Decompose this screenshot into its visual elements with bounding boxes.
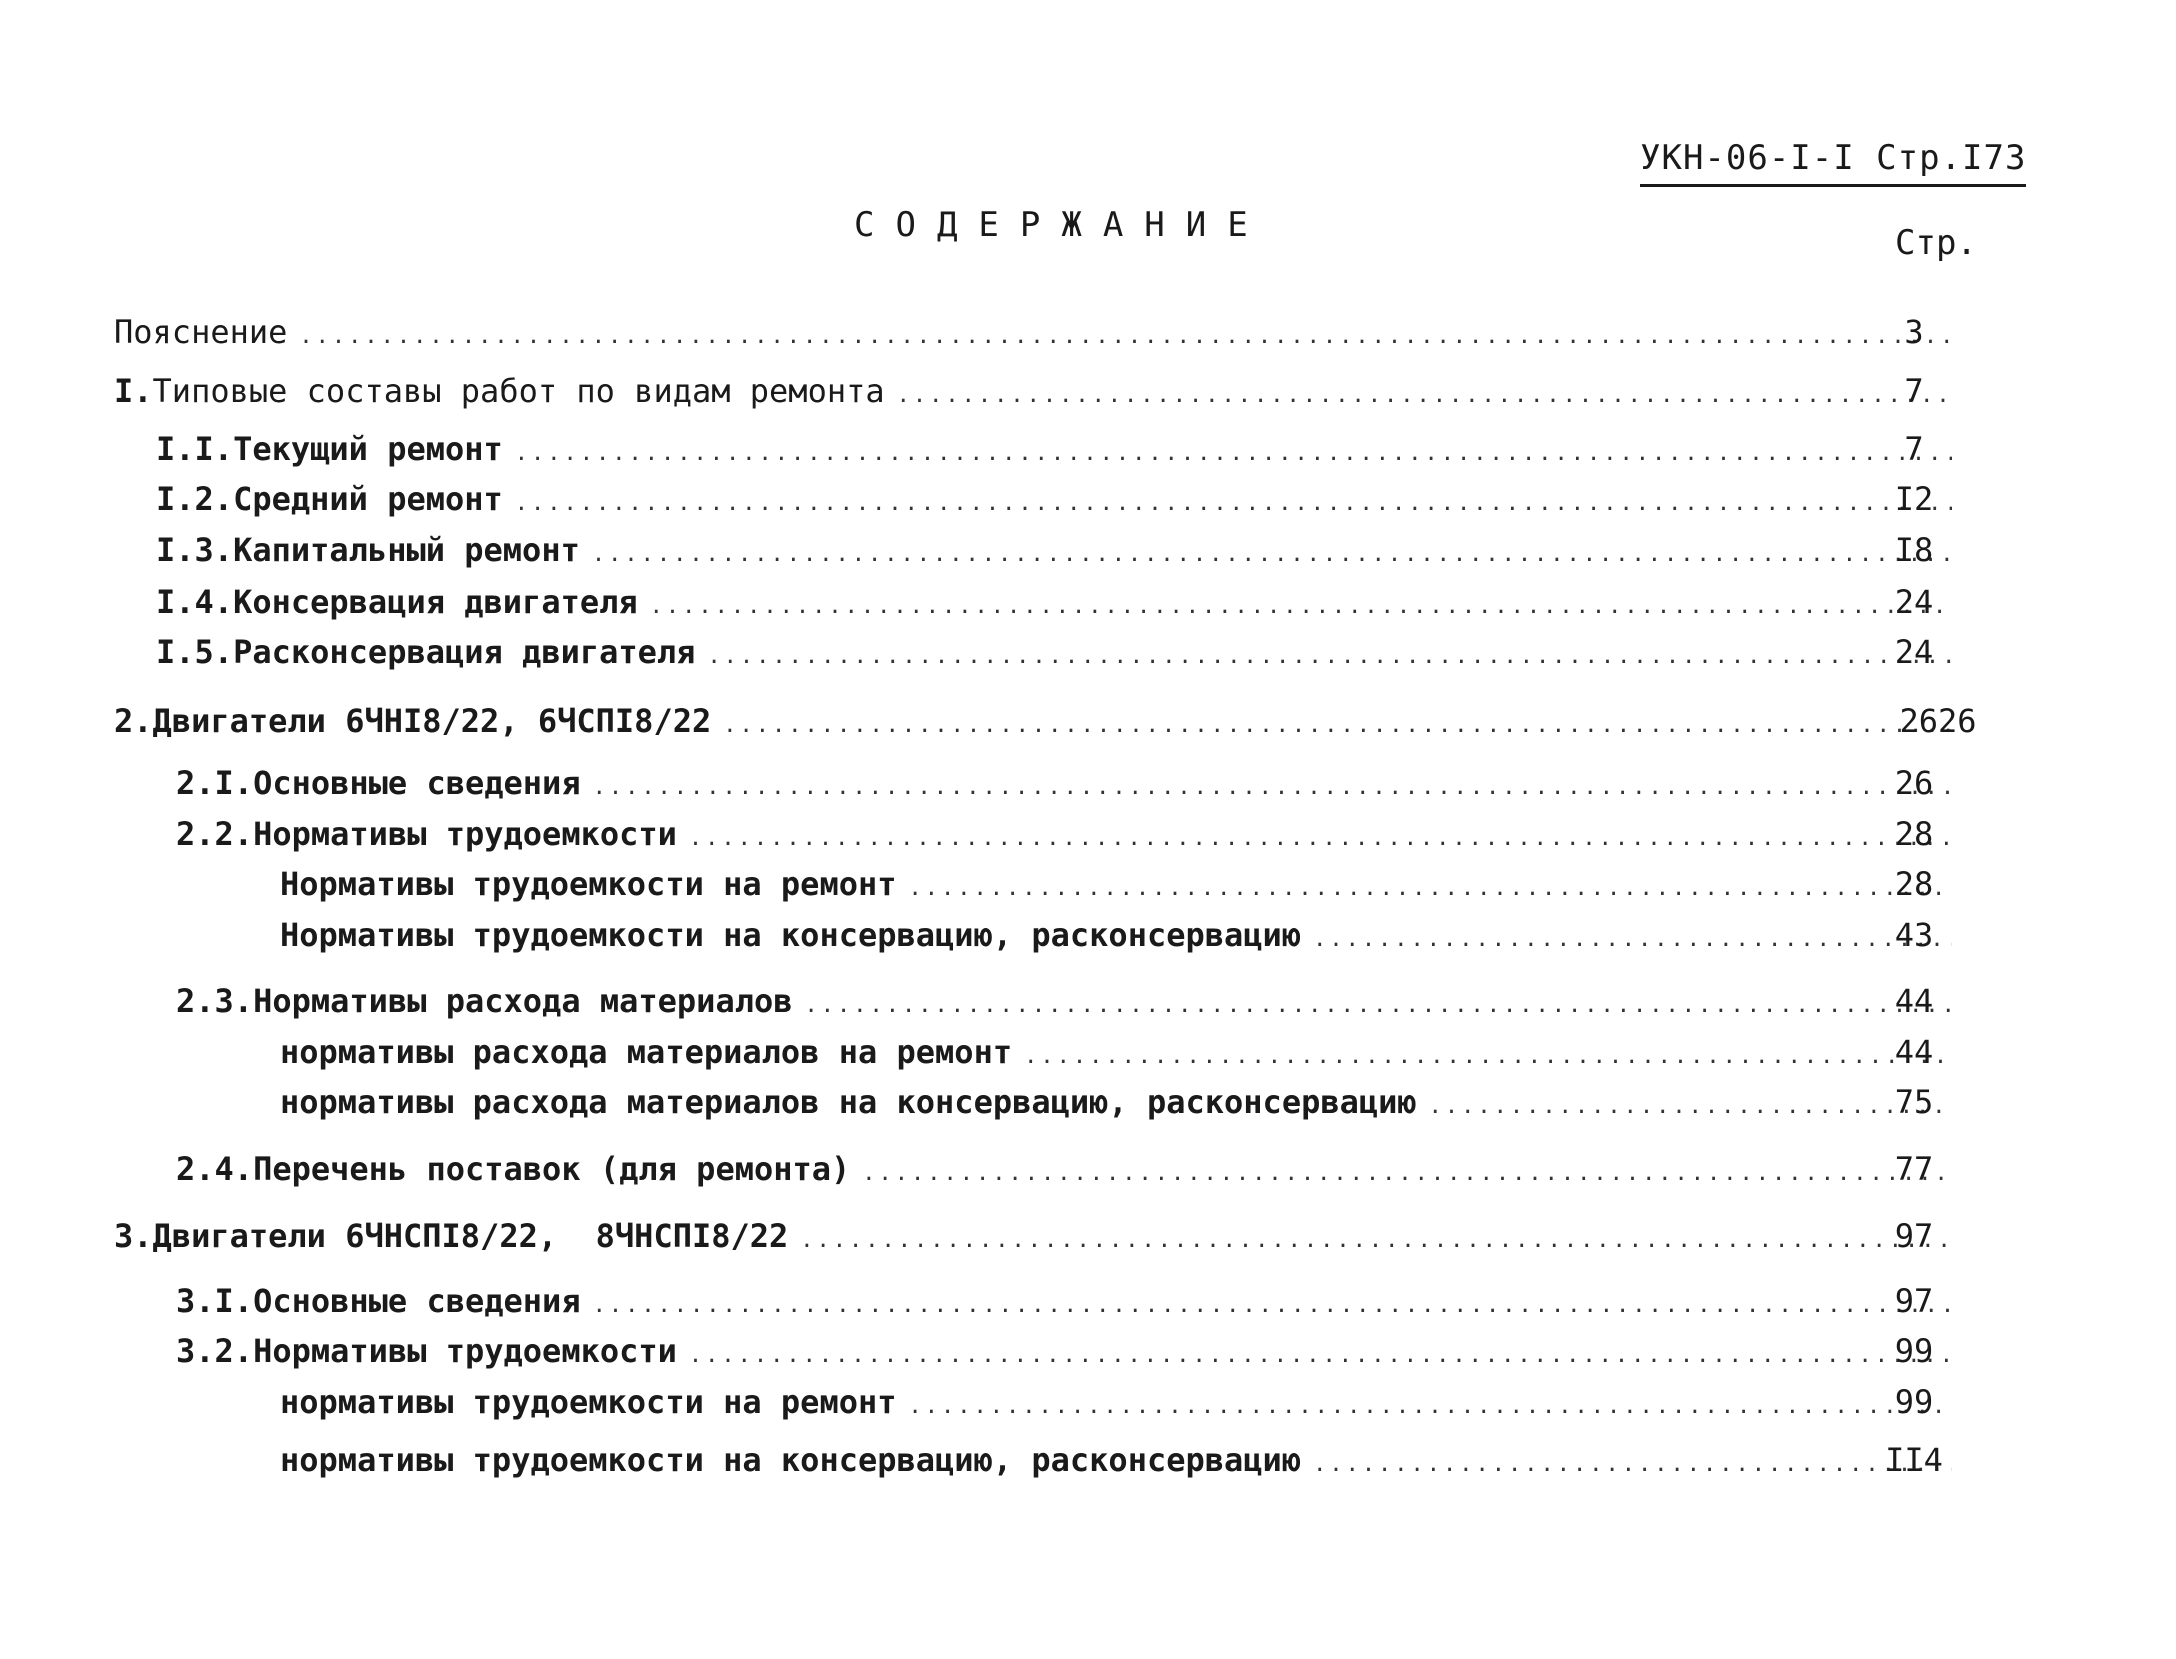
toc-entry: [176, 815, 1964, 859]
toc-entry: [280, 1441, 1964, 1485]
toc-leader-dots: [689, 826, 1952, 851]
toc-entry-title: Средний ремонт: [233, 480, 503, 518]
toc-entry-page: 24: [1894, 633, 1934, 671]
toc-entry: [176, 764, 1964, 808]
toc-entry-number: I.4.: [156, 583, 234, 621]
toc-entry-page: 99: [1894, 1383, 1934, 1421]
toc-entry-page: 7: [1904, 372, 1924, 410]
toc-leader-dots: [593, 775, 1952, 800]
toc-entry-page: 28: [1894, 815, 1934, 853]
toc-entry-title: Двигатели 6ЧНI8/22, 6ЧСПI8/22: [152, 702, 712, 740]
toc-entry-number: I.I.: [156, 430, 234, 468]
toc-entry-title: Консервация двигателя: [233, 583, 638, 621]
toc-entry-page: 44: [1894, 982, 1934, 1020]
toc-entry-page: 3: [1904, 313, 1924, 351]
toc-leader-dots: [909, 876, 1953, 901]
toc-entry-title: Типовые составы работ по видам ремонта: [152, 372, 885, 410]
toc-entry-page: 77: [1894, 1150, 1934, 1188]
toc-entry-number: 2.4.: [176, 1150, 254, 1188]
toc-entry-number: 3.: [114, 1217, 153, 1255]
toc-leader-dots: [1024, 1044, 1952, 1069]
toc-leader-dots: [800, 1228, 1952, 1253]
toc-leader-dots: [707, 644, 1952, 669]
toc-entry-number: I.2.: [156, 480, 234, 518]
toc-entry-title: Двигатели 6ЧНСПI8/22, 8ЧНСПI8/22: [152, 1217, 789, 1255]
toc-entry-page: 44: [1894, 1033, 1934, 1071]
toc-entry-page: 99: [1894, 1332, 1934, 1370]
toc-entry-number: 3.I.: [176, 1282, 254, 1320]
toc-entry-number: I.: [114, 372, 153, 410]
toc-entry-page: 28: [1894, 865, 1934, 903]
toc-entry: [156, 633, 1964, 677]
toc-entry-title: Нормативы расхода материалов: [253, 982, 793, 1020]
toc-entry: [156, 480, 1964, 524]
toc-entry-title: Текущий ремонт: [233, 430, 503, 468]
toc-entry-number: I.5.: [156, 633, 234, 671]
toc-entry: [176, 1150, 1964, 1194]
toc-entry: [156, 583, 1964, 627]
toc-entry-page: 2626: [1899, 702, 1977, 740]
toc-entry-title: Перечень поставок (для ремонта): [253, 1150, 851, 1188]
toc-entry: [280, 865, 1964, 909]
toc-leader-dots: [592, 542, 1952, 567]
toc-entry: [114, 1217, 1964, 1261]
toc-entry-number: 2.2.: [176, 815, 254, 853]
toc-entry-page: 43: [1894, 916, 1934, 954]
toc-entry-page: II4: [1885, 1441, 1943, 1479]
toc-leader-dots: [593, 1293, 1952, 1318]
toc-entry-page: 75: [1894, 1083, 1934, 1121]
toc-entry: [156, 430, 1964, 474]
toc-entry-title: Нормативы трудоемкости: [253, 1332, 677, 1370]
toc-entry-title: Основные сведения: [253, 1282, 581, 1320]
toc-entry: [114, 372, 1964, 416]
toc-entry-page: 97: [1894, 1282, 1934, 1320]
toc-leader-dots: [909, 1394, 1953, 1419]
toc-entry-title: Нормативы трудоемкости на ремонт: [280, 865, 897, 903]
toc-entry-page: 26: [1894, 764, 1934, 802]
toc-leader-dots: [689, 1343, 1952, 1368]
toc-leader-dots: [723, 713, 1952, 738]
toc-entry: [280, 1083, 1964, 1127]
toc-entry: [114, 702, 1977, 746]
toc-entry-number: 2.I.: [176, 764, 254, 802]
toc-entry: [280, 916, 1964, 960]
toc-entry: [280, 1033, 1964, 1077]
toc-entry-title: Пояснение: [114, 313, 288, 351]
toc-leader-dots: [515, 441, 1952, 466]
toc-entry-title: Основные сведения: [253, 764, 581, 802]
toc-entry-title: Нормативы трудоемкости на консервацию, расконсервацию: [280, 916, 1302, 954]
toc-entry: [114, 313, 1964, 357]
toc-entry: [176, 982, 1964, 1026]
toc-entry-page: 24: [1894, 583, 1934, 621]
toc-entry-page: I8: [1894, 531, 1934, 569]
toc-entry-title: Нормативы трудоемкости: [253, 815, 677, 853]
toc-leader-dots: [299, 324, 1952, 349]
toc-entry-title: нормативы расхода материалов на ремонт: [280, 1033, 1013, 1071]
toc-entry-title: нормативы расхода материалов на консервацию, расконсервацию: [280, 1083, 1417, 1121]
toc-entry: [156, 531, 1964, 575]
toc-entry-page: 97: [1894, 1217, 1934, 1255]
toc-leader-dots: [1313, 927, 1952, 952]
toc-entry-number: 2.3.: [176, 982, 254, 1020]
page-column-label: Стр.: [1895, 223, 1977, 263]
toc-entry-title: Расконсервация двигателя: [233, 633, 696, 671]
toc-leader-dots: [862, 1161, 1952, 1186]
toc-entry-title: нормативы трудоемкости на консервацию, расконсервацию: [280, 1441, 1302, 1479]
toc-entry: [176, 1332, 1964, 1376]
toc-leader-dots: [1313, 1452, 1952, 1477]
toc-leader-dots: [650, 594, 1952, 619]
toc-leader-dots: [805, 993, 1953, 1018]
toc-entry-number: 2.: [114, 702, 153, 740]
toc-entry-page: 7: [1904, 430, 1924, 468]
toc-entry: [280, 1383, 1964, 1427]
toc-entry-title: Капитальный ремонт: [233, 531, 580, 569]
toc-leader-dots: [897, 383, 1952, 408]
toc-entry-number: 3.2.: [176, 1332, 254, 1370]
toc-entry-page: I2: [1894, 480, 1934, 518]
page-title: СОДЕРЖАНИЕ: [854, 205, 1269, 245]
toc-leader-dots: [515, 491, 1952, 516]
toc-entry-number: I.3.: [156, 531, 234, 569]
document-code: УКН-06-I-I Стр.I73: [1640, 138, 2026, 187]
toc-entry: [176, 1282, 1964, 1326]
toc-entry-title: нормативы трудоемкости на ремонт: [280, 1383, 897, 1421]
